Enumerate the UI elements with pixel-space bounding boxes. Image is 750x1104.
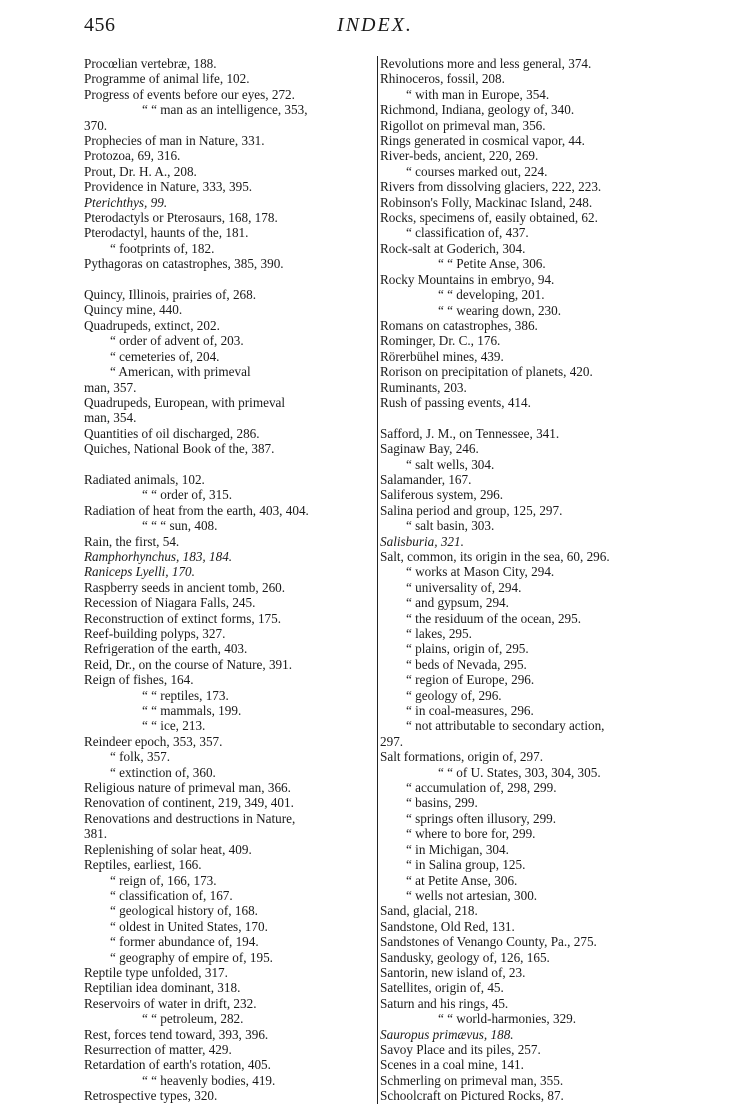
index-entry: “ lakes, 295. [406,626,472,642]
index-entry: Radiation of heat from the earth, 403, 404. [84,502,309,518]
index-entry: Quincy, Illinois, prairies of, 268. [84,287,257,303]
index-entry: Saliferous system, 296. [380,487,504,503]
index-entry: “ not attributable to secondary action, [406,718,605,734]
index-entry: Renovation of continent, 219, 349, 401. [84,795,294,811]
index-entry: “ courses marked out, 224. [406,163,548,179]
index-entry: “ in Michigan, 304. [406,841,509,857]
index-entry: “ “ petroleum, 282. [142,1011,244,1027]
index-entry: Reservoirs of water in drift, 232. [84,995,257,1011]
index-entry: “ accumulation of, 298, 299. [406,780,557,796]
index-entry: Richmond, Indiana, geology of, 340. [380,102,575,118]
index-column-left [84,56,372,1104]
index-entry: Rörerbühel mines, 439. [380,348,504,364]
index-entry: “ cemeteries of, 204. [110,348,220,364]
index-entry: “ former abundance of, 194. [110,934,259,950]
index-column-right [377,56,672,1104]
index-entry: Sandstone, Old Red, 131. [380,918,515,934]
index-entry: Ramphorhynchus, 183, 184. [84,548,233,564]
index-entry: “ “ developing, 201. [438,287,545,303]
index-entry: Rest, forces tend toward, 393, 396. [84,1026,269,1042]
index-entry: “ footprints of, 182. [110,240,215,256]
index-entry: Raspberry seeds in ancient tomb, 260. [84,579,286,595]
index-entry: Rock-salt at Goderich, 304. [380,240,526,256]
page-number: 456 [84,14,116,36]
index-entry: Retardation of earth's rotation, 405. [84,1057,271,1073]
index-entry: Rocky Mountains in embryo, 94. [380,271,555,287]
index-entry: “ “ world-harmonies, 329. [438,1011,577,1027]
index-entry: Retrospective types, 320. [84,1088,218,1104]
index-entry: Salisburia, 321. [380,533,464,549]
index-entry: “ universality of, 294. [406,579,522,595]
index-entry: Reptilian idea dominant, 318. [84,980,241,996]
index-entry: Reptile type unfolded, 317. [84,964,228,980]
index-entry: Quincy mine, 440. [84,302,183,318]
index-entry: Recession of Niagara Falls, 245. [84,595,256,611]
index-entry: Sandusky, geology of, 126, 165. [380,949,550,965]
index-entry: Quadrupeds, extinct, 202. [84,317,220,333]
index-entry: Reindeer epoch, 353, 357. [84,733,223,749]
index-entry: Scenes in a coal mine, 141. [380,1057,524,1073]
index-entry: Rorison on precipitation of planets, 420. [380,364,593,380]
index-entry: “ classification of, 167. [110,887,233,903]
index-entry: Salina period and group, 125, 297. [380,502,563,518]
index-entry: Rings generated in cosmical vapor, 44. [380,133,585,149]
index-entry: Reef-building polyps, 327. [84,626,226,641]
index-entry: Quantities of oil discharged, 286. [84,425,260,441]
index-entry: Programme of animal life, 102. [84,71,250,87]
index-entry: Procœlian vertebræ, 188. [84,56,217,71]
index-entry: Salt formations, origin of, 297. [380,749,543,765]
index-entry: Renovations and destructions in Nature, [84,810,296,826]
running-head: INDEX. [337,14,413,36]
index-entry: “ “ order of, 315. [142,487,233,503]
index-entry: Saginaw Bay, 246. [380,441,479,457]
index-entry: Raniceps Lyelli, 170. [84,564,195,580]
index-entry: “ extinction of, 360. [110,764,216,780]
index-entry: 297. [380,733,404,749]
index-entry: Sandstones of Venango County, Pa., 275. [380,934,597,950]
index-entry: “ beds of Nevada, 295. [406,656,527,672]
index-entry: “ in Salina group, 125. [406,857,526,873]
index-entry: Rocks, specimens of, easily obtained, 62. [380,210,598,226]
index-entry: “ region of Europe, 296. [406,672,535,688]
index-entry: Quadrupeds, European, with primeval [84,394,286,410]
index-entry: Providence in Nature, 333, 395. [84,179,253,195]
index-entry: “ geography of empire of, 195. [110,949,273,965]
index-entry: Ruminants, 203. [380,379,467,395]
index-entry: Progress of events before our eyes, 272. [84,86,295,102]
index-entry: Rhinoceros, fossil, 208. [380,71,505,87]
index-entry: “ geological history of, 168. [110,903,258,919]
index-entry: Pterodactyls or Pterosaurs, 168, 178. [84,210,278,226]
index-entry: “ and gypsum, 294. [406,595,509,611]
index-entry: “ oldest in United States, 170. [110,918,268,934]
index-entry: Salamander, 167. [380,471,472,487]
index-entry: “ “ man as an intelligence, 353, [142,102,308,118]
index-entry: “ with man in Europe, 354. [406,86,550,102]
index-entry: Reign of fishes, 164. [84,672,194,688]
index-entry: Reptiles, earliest, 166. [84,857,202,873]
index-entry: Schmerling on primeval man, 355. [380,1072,564,1088]
index-entry: 381. [84,826,108,842]
index-entry: River-beds, ancient, 220, 269. [380,148,539,164]
index-entry: “ the residuum of the ocean, 295. [406,610,582,626]
index-entry: man, 357. [84,379,137,395]
index-entry: “ “ “ sun, 408. [142,518,218,534]
index-entry: Pythagoras on catastrophes, 385, 390. [84,256,284,272]
index-entry: “ salt basin, 303. [406,518,495,534]
index-entry: Quiches, National Book of the, 387. [84,441,275,457]
index-entry: Sauropus primævus, 188. [380,1026,514,1042]
index-entry: Safford, J. M., on Tennessee, 341. [380,425,560,441]
index-entry: Prout, Dr. H. A., 208. [84,163,197,179]
index-entry: Resurrection of matter, 429. [84,1041,232,1057]
index-entry: Prophecies of man in Nature, 331. [84,133,265,149]
index-entry: Satellites, origin of, 45. [380,980,504,996]
index-entry: Protozoa, 69, 316. [84,148,181,164]
index-entry: “ works at Mason City, 294. [406,564,555,580]
index-entry: 370. [84,117,108,133]
index-entry: “ plains, origin of, 295. [406,641,529,657]
index-gap [84,272,372,287]
index-entry: Salt, common, its origin in the sea, 60, 296. [380,548,610,564]
index-entry: Rigollot on primeval man, 356. [380,117,546,133]
index-entry: Rominger, Dr. C., 176. [380,333,501,349]
index-entry: “ folk, 357. [110,749,171,765]
index-entry: “ geology of, 296. [406,687,502,703]
index-entry: Revolutions more and less general, 374. [380,56,592,71]
index-entry: Sand, glacial, 218. [380,903,478,919]
index-entry: “ at Petite Anse, 306. [406,872,518,888]
index-entry: Santorin, new island of, 23. [380,964,526,980]
index-entry: Religious nature of primeval man, 366. [84,780,291,796]
index-entry: Romans on catastrophes, 386. [380,317,538,333]
index-entry: “ classification of, 437. [406,225,529,241]
index-entry: Rivers from dissolving glaciers, 222, 223. [380,179,602,195]
index-entry: Rush of passing events, 414. [380,394,531,410]
index-entry: Reid, Dr., on the course of Nature, 391. [84,656,293,672]
index-entry: “ American, with primeval [110,364,251,380]
index-entry: “ “ Petite Anse, 306. [438,256,546,272]
index-entry: “ “ reptiles, 173. [142,687,229,703]
index-entry: Savoy Place and its piles, 257. [380,1041,541,1057]
index-entry: Reconstruction of extinct forms, 175. [84,610,282,626]
index-entry: Radiated animals, 102. [84,471,205,487]
index-entry: man, 354. [84,410,137,426]
index-entry: “ “ of U. States, 303, 304, 305. [438,764,601,780]
index-entry: Robinson's Folly, Mackinac Island, 248. [380,194,593,210]
index-entry: “ where to bore for, 299. [406,826,536,842]
index-entry: Pterichthys, 99. [84,194,168,210]
index-entry: “ basins, 299. [406,795,478,811]
index-entry: Schoolcraft on Pictured Rocks, 87. [380,1088,564,1104]
index-entry: “ in coal-measures, 296. [406,703,534,719]
index-entry: Pterodactyl, haunts of the, 181. [84,225,249,241]
index-entry: Saturn and his rings, 45. [380,995,509,1011]
index-entry: “ “ heavenly bodies, 419. [142,1072,276,1088]
index-entry: “ salt wells, 304. [406,456,495,472]
index-entry: “ “ wearing down, 230. [438,302,562,318]
index-entry: “ order of advent of, 203. [110,333,244,349]
index-entry: “ “ ice, 213. [142,718,206,734]
index-entry: “ “ mammals, 199. [142,703,242,719]
index-gap [380,410,672,425]
index-entry: Rain, the first, 54. [84,533,180,549]
index-entry: Refrigeration of the earth, 403. [84,641,248,657]
index-gap [84,457,372,472]
index-entry: “ springs often illusory, 299. [406,810,557,826]
index-entry: Replenishing of solar heat, 409. [84,841,252,857]
index-entry: “ reign of, 166, 173. [110,872,217,888]
index-entry: “ wells not artesian, 300. [406,887,538,903]
